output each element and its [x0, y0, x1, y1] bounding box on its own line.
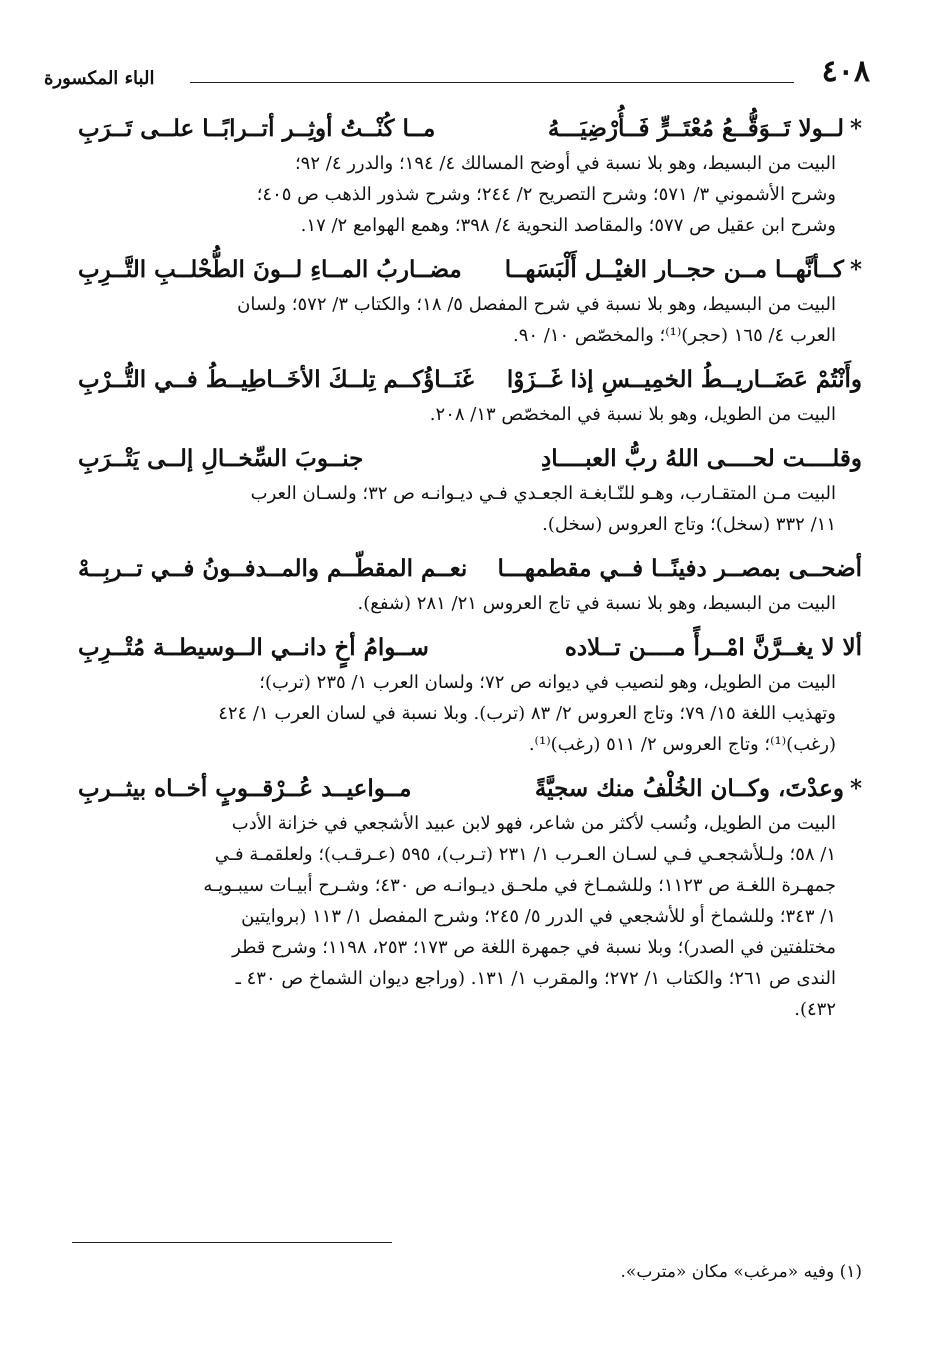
- first-hemistich-text: ألا لا يغــرَّنَّ امْــرأً مــــن تــلاده: [564, 634, 862, 661]
- footnote: (١) وفيه «مرغب» مكان «مترب».: [620, 1262, 862, 1282]
- annotation-line: البيت من البسيط، وهو بلا نسبة في شرح المفصل ٥/ ١٨؛ والكتاب ٣/ ٥٧٢؛ ولسان: [237, 294, 836, 315]
- second-hemistich: مــواعيــد عُــرْقــوبٍ أخــاه بيثــربِ: [78, 775, 412, 802]
- verse-entry: [78, 546, 862, 619]
- verse-line: [78, 766, 862, 808]
- verse-annotation: [78, 478, 862, 540]
- running-title: الباء المكسورة: [44, 68, 155, 89]
- annotation-line: الندى ص ٢٦١؛ والكتاب ١/ ٢٧٢؛ والمقرب ١/ ١٣١. (وراجع ديوان الشماخ ص ٤٣٠ ـ: [235, 968, 836, 989]
- verse-entry: [78, 766, 862, 1025]
- first-hemistich: [535, 770, 862, 808]
- first-hemistich: [565, 629, 862, 667]
- verse-annotation: [78, 148, 862, 241]
- annotation-line: البيت من الطويل، ونُسب لأكثر من شاعر، فهو لابن عبيد الأشجعي في خزانة الأدب: [231, 813, 836, 834]
- verse-annotation: [78, 289, 862, 351]
- first-hemistich: [541, 440, 862, 478]
- asterisk-marker: *: [849, 115, 862, 142]
- page-header: [40, 50, 874, 94]
- annotation-line: مختلفتين في الصدر)؛ وبلا نسبة في جمهرة اللغة ص ١٧٣؛ ٢٥٣، ١١٩٨؛ وشرح قطر: [232, 937, 836, 958]
- second-hemistich: جنــوبَ السِّخــالِ إلــى يَتْــرَبِ: [78, 445, 364, 472]
- annotation-line: البيت من الطويل، وهو بلا نسبة في المخصّص ١٣/ ٢٠٨.: [429, 404, 836, 425]
- asterisk-marker: *: [849, 775, 862, 802]
- second-hemistich: مــا كُنْــتُ أوثِــر أتــرابًــا علــى تَــرَبِ: [78, 115, 436, 142]
- annotation-line: البيت مـن المتقـارب، وهـو للنّـابغـة الجعـدي فـي ديـوانـه ص ٣٢؛ ولسـان العرب: [250, 483, 836, 504]
- verse-annotation: [78, 667, 862, 760]
- first-hemistich-text: لــولا تَــوَقُّــعُ مُعْتَــرٍّ فَــأُرْضِيَـــهُ: [547, 115, 844, 142]
- verse-annotation: [78, 399, 862, 430]
- verse-entry: [78, 436, 862, 540]
- annotation-line: جمهـرة اللغـة ص ١١٢٣؛ وللشمـاخ في ملحـق ديـوانـه ص ٤٣٠؛ وشـرح أبيـات سيبـويـه: [203, 875, 836, 896]
- verse-line: [78, 546, 862, 588]
- annotation-line: العرب ٤/ ١٦٥ (حجر)⁽¹⁾؛ والمخصّص ١٠/ ٩٠.: [512, 325, 836, 346]
- annotation-line: (رغب)⁽¹⁾؛ وتاج العروس ٢/ ٥١١ (رغب)⁽¹⁾.: [528, 734, 836, 755]
- first-hemistich-text: كــأنَّهــا مــن حجــار الغيْــل أَلْبَسَهــا: [504, 256, 844, 283]
- annotation-line: ٤٣٢).: [794, 999, 836, 1020]
- first-hemistich-text: وأَنْتُمْ عَضَــاريــطُ الخمِيــسِ إذا غَــزَوْا: [506, 366, 862, 393]
- annotation-line: ١/ ٣٤٣؛ وللشماخ أو للأشجعي في الدرر ٥/ ٢٤٥؛ وشرح المفصل ١/ ١١٣ (بروايتين: [241, 906, 836, 927]
- second-hemistich: مضــاربُ المــاءِ لــونَ الطُّحْلــبِ التَّــرِبِ: [78, 256, 462, 283]
- annotation-line: ١١/ ٣٣٢ (سخل)؛ وتاج العروس (سخل).: [542, 514, 836, 535]
- second-hemistich: ســوامُ أخٍ دانــي الــوسيطــة مُتْــرِبِ: [78, 634, 429, 661]
- verse-entry: [78, 357, 862, 430]
- verse-line: [78, 357, 862, 399]
- annotation-line: البيت من البسيط، وهو بلا نسبة في تاج العروس ٢١/ ٢٨١ (شفع).: [357, 593, 836, 614]
- first-hemistich-text: وقلــــت لحــــى اللهُ ربُّ العبــــادِ: [540, 445, 862, 472]
- annotation-line: ١/ ٥٨؛ ولـلأشجعـي فـي لسـان العـرب ١/ ٢٣١ (تـرب)، ٥٩٥ (عـرقـب)؛ ولعلقمـة فـي: [214, 844, 836, 865]
- verse-line: [78, 106, 862, 148]
- second-hemistich: نعــم المقطّــم والمــدفــونُ فــي تــربِــهْ: [78, 555, 468, 582]
- verse-entry: [78, 106, 862, 241]
- annotation-line: البيت من البسيط، وهو بلا نسبة في أوضح المسالك ٤/ ١٩٤؛ والدرر ٤/ ٩٢؛: [294, 153, 836, 174]
- first-hemistich-text: أضحــى بمصــر دفينًــا فــي مقطمهـــا: [497, 555, 862, 582]
- header-rule: [190, 82, 794, 83]
- verse-annotation: [78, 588, 862, 619]
- verse-line: [78, 436, 862, 478]
- footnote-separator: [72, 1242, 392, 1243]
- verse-line: [78, 625, 862, 667]
- verse-entry: [78, 247, 862, 351]
- first-hemistich: [498, 550, 862, 588]
- verse-annotation: [78, 808, 862, 1025]
- first-hemistich: [505, 251, 862, 289]
- second-hemistich: غَنَــاؤُكــم تِلــكَ الأخَــاطِيــطُ فــي التُّــرْبِ: [78, 366, 474, 393]
- asterisk-marker: *: [849, 256, 862, 283]
- annotation-line: وشرح الأشموني ٣/ ٥٧١؛ وشرح التصريح ٢/ ٢٤٤؛ وشرح شذور الذهب ص ٤٠٥؛: [256, 184, 836, 205]
- annotation-line: وتهذيب اللغة ١٥/ ٧٩؛ وتاج العروس ٢/ ٨٣ (ترب). وبلا نسبة في لسان العرب ١/ ٤٢٤: [218, 703, 836, 724]
- first-hemistich-text: وعدْتَ، وكــان الخُلْفُ منك سجيَّةً: [534, 775, 844, 802]
- annotation-line: البيت من الطويل، وهو لنصيب في ديوانه ص ٧٢؛ ولسان العرب ١/ ٢٣٥ (ترب)؛: [259, 672, 836, 693]
- first-hemistich: [507, 361, 862, 399]
- first-hemistich: [548, 110, 862, 148]
- verse-line: [78, 247, 862, 289]
- page-number: ٤٠٨: [821, 54, 870, 89]
- verse-entry: [78, 625, 862, 760]
- annotation-line: وشرح ابن عقيل ص ٥٧٧؛ والمقاصد النحوية ٤/ ٣٩٨؛ وهمع الهوامع ٢/ ١٧.: [300, 215, 836, 236]
- page-body: [78, 106, 862, 1031]
